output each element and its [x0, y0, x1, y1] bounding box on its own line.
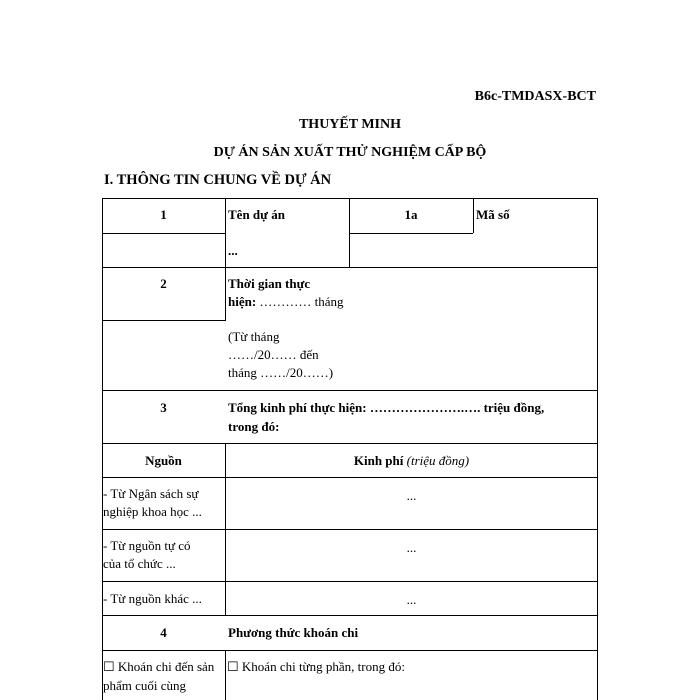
document-title: THUYẾT MINH	[298, 117, 402, 132]
funding-header-bottom	[102, 477, 598, 478]
row1-num-bottom	[102, 233, 225, 234]
funding-row-1-source-line2: nghiệp khoa học ...	[103, 504, 202, 519]
row1-divider	[225, 198, 226, 267]
total-budget-line1: Tổng kinh phí thực hiện: ………………….…. triệu đồng,	[228, 400, 545, 415]
row4-options-divider	[225, 650, 226, 700]
row4-number: 4	[160, 625, 167, 640]
row4-bottom	[102, 650, 598, 651]
row1-divider-code	[473, 198, 474, 233]
project-name-label: Tên dự án	[228, 207, 285, 222]
funding-row-3-value: ...	[406, 592, 417, 607]
funding-row1-bottom	[102, 529, 598, 530]
funding-row-2-value: ...	[406, 540, 417, 555]
funding-cost-header	[226, 452, 597, 470]
funding-cost-header-unit: (triệu đồng)	[406, 453, 470, 468]
section-heading: I. THÔNG TIN CHUNG VỀ DỰ ÁN	[104, 172, 332, 188]
funding-row-3-source-line1: - Từ nguồn khác ...	[103, 591, 202, 606]
duration-from-line1: (Từ tháng	[228, 329, 280, 344]
funding-row-2-source-line1: - Từ nguồn tự có	[103, 538, 191, 553]
document-subtitle: DỰ ÁN SẢN XUẤT THỬ NGHIỆM CẤP BỘ	[213, 145, 487, 160]
funding-source-header: Nguồn	[145, 453, 182, 468]
table-border-right	[597, 198, 598, 700]
row2-num-bottom	[102, 320, 225, 321]
row2-number: 2	[160, 276, 167, 291]
duration-months: ………… tháng	[256, 294, 344, 309]
total-budget-line2: trong đó:	[228, 419, 280, 434]
duration-label-line2	[228, 293, 344, 311]
funding-row2-bottom	[102, 581, 598, 582]
row1a-number: 1a	[404, 207, 418, 222]
row2-bottom	[102, 390, 598, 391]
duration-label-line1: Thời gian thực	[228, 276, 311, 291]
row3-bottom	[102, 443, 598, 444]
duration-label-bold: hiện:	[228, 294, 257, 309]
row1-number: 1	[160, 207, 167, 222]
project-name-value: ...	[228, 243, 238, 258]
option-partial-contract[interactable]: ☐ Khoán chi từng phần, trong đó:	[227, 659, 405, 674]
option-full-contract-line2: phẩm cuối cùng	[103, 678, 187, 693]
option-full-contract-line1[interactable]: ☐ Khoán chi đến sản	[103, 659, 215, 674]
funding-row-1-value: ...	[406, 488, 417, 503]
duration-from-line3: tháng ……/20……)	[228, 365, 334, 380]
funding-row3-bottom	[102, 615, 598, 616]
funding-row-2-source-line2: của tổ chức ...	[103, 556, 176, 571]
form-code: B6c-TMDASX-BCT	[474, 89, 596, 104]
payment-method-label: Phương thức khoán chi	[228, 625, 359, 640]
funding-row-1-source-line1: - Từ Ngân sách sự	[103, 486, 199, 501]
row1-bottom	[102, 267, 598, 268]
project-code-label: Mã số	[476, 207, 510, 222]
table-border-top	[102, 198, 598, 199]
row3-number: 3	[160, 400, 167, 415]
row2-divider	[225, 267, 226, 321]
duration-from-line2: ……/20…… đến	[228, 347, 319, 362]
funding-cost-header-label: Kinh phí	[353, 453, 404, 468]
row1a-bottom	[349, 233, 473, 234]
